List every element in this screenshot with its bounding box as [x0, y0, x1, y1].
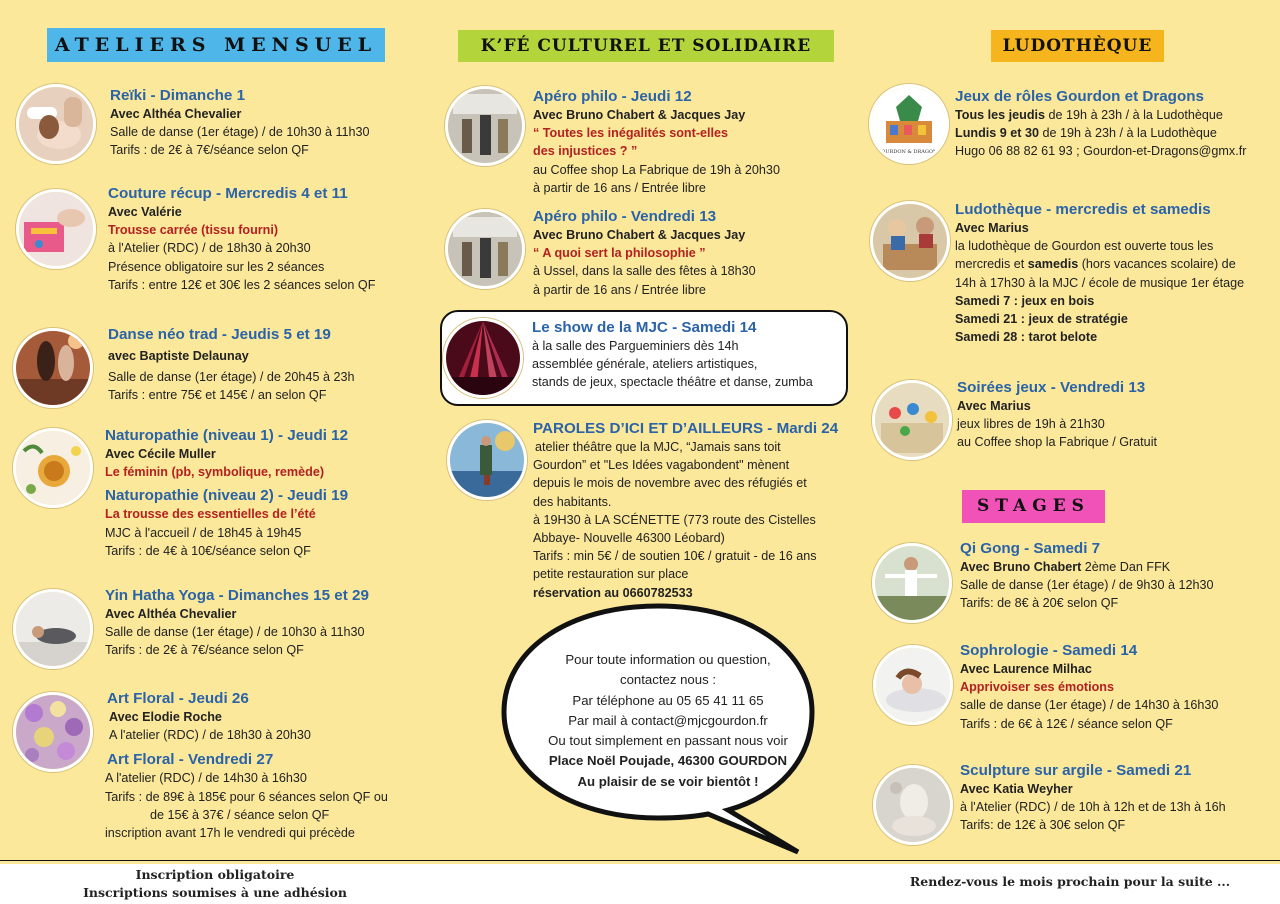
- header-ateliers: ATELIERS MENSUEL: [47, 28, 385, 62]
- sophro-instructor: Avec Laurence Milhac: [960, 662, 1092, 676]
- reiki-title: Reïki - Dimanche 1: [110, 87, 246, 104]
- contact-mail-line: [528, 711, 808, 731]
- apero1-title: Apéro philo - Jeudi 12: [533, 88, 692, 105]
- show-details1: assemblée générale, ateliers artistiques,: [532, 357, 758, 372]
- danse-title: Danse néo trad - Jeudis 5 et 19: [108, 326, 331, 343]
- qigong-instructor: Avec Bruno Chabert: [960, 560, 1082, 574]
- soirees-who: Avec Marius: [957, 399, 1031, 413]
- stage-sophrologie: [960, 641, 1218, 733]
- jdr-day1: Tous les jeudis: [955, 108, 1046, 122]
- yoga-location: Salle de danse (1er étage) / de 10h30 à 11h30: [105, 625, 365, 640]
- ludo-ludotheque: [955, 200, 1244, 346]
- kfe-apero-philo-2: [533, 207, 756, 299]
- contact-email[interactable]: contact@mjcgourdon.fr: [631, 712, 768, 728]
- ludotheque-l1: la ludothèque de Gourdon est ouverte tous les: [955, 239, 1214, 254]
- ludotheque-photo: [870, 201, 950, 281]
- jdr-title: Jeux de rôles Gourdon et Dragons: [955, 88, 1204, 105]
- naturo-instructor: Avec Cécile Muller: [105, 447, 216, 461]
- contact-phone-label: Par téléphone au: [572, 692, 677, 708]
- show-location: à la salle des Pargueminiers dès 14h: [532, 339, 739, 353]
- apero1-location: au Coffee shop La Fabrique de 19h à 20h30: [533, 162, 780, 177]
- yoga-price: Tarifs : de 2€ à 7€/séance selon QF: [105, 643, 304, 658]
- header-stages: STAGES: [962, 490, 1105, 523]
- naturo-photo: [13, 428, 93, 508]
- floral1-location: A l'atelier (RDC) / de 18h30 à 20h30: [109, 728, 311, 743]
- ludotheque-samedi7: Samedi 7 : jeux en bois: [955, 293, 1095, 308]
- sculpture-price: Tarifs: de 12€ à 30€ selon QF: [960, 818, 1126, 833]
- contact-mail-label: Par mail à: [568, 712, 632, 728]
- sculpture-location: à l'Atelier (RDC) / de 10h à 12h et de 13h à 16h: [960, 800, 1226, 815]
- jdr-schedule2: [955, 124, 1246, 142]
- sophro-subtitle: Apprivoiser ses émotions: [960, 680, 1114, 695]
- contact-phone[interactable]: 05 65 41 11 65: [676, 692, 764, 708]
- apero1-quote2: des injustices ? ”: [533, 144, 638, 159]
- naturo-price: Tarifs : de 4€ à 10€/séance selon QF: [105, 543, 311, 558]
- apero1-photo: [445, 86, 525, 166]
- couture-subtitle: Trousse carrée (tissu fourni): [108, 223, 279, 238]
- sophro-price: Tarifs : de 6€ à 12€ / séance selon QF: [960, 716, 1173, 731]
- apero2-title: Apéro philo - Vendredi 13: [533, 208, 717, 225]
- soirees-time: jeux libres de 19h à 21h30: [957, 417, 1105, 432]
- show-photo: [443, 318, 523, 398]
- soirees-jeux-photo: [872, 380, 952, 460]
- paroles-l6: Abbaye- Nouvelle 46300 Léobard): [533, 531, 725, 546]
- ludo-soirees-jeux: [957, 378, 1157, 452]
- reiki-price: Tarifs : de 2€ à 7€/séance selon QF: [110, 143, 309, 158]
- yoga-instructor: Avec Althéa Chevalier: [105, 607, 237, 621]
- floral2-location: A l'atelier (RDC) / de 14h30 à 16h30: [105, 771, 307, 786]
- apero2-quote: “ A quoi sert la philosophie ”: [533, 246, 706, 261]
- floral1-title: Art Floral - Jeudi 26: [107, 690, 249, 707]
- couture-instructor: Avec Valérie: [108, 205, 182, 219]
- apero2-location: à Ussel, dans la salle des fêtes à 18h30: [533, 264, 756, 279]
- qigong-title: Qi Gong - Samedi 7: [960, 540, 1101, 557]
- floral-price1: Tarifs : de 89€ à 185€ pour 6 séances selon QF ou: [105, 789, 388, 804]
- jdr-day2: Lundis 9 et 30: [955, 126, 1039, 141]
- ludotheque-samedi21: Samedi 21 : jeux de stratégie: [955, 312, 1128, 327]
- paroles-title: PAROLES D’ICI ET D’AILLEURS - Mardi 24: [533, 420, 839, 437]
- danse-instructor: avec Baptiste Delaunay: [108, 349, 249, 363]
- stage-sculpture: [960, 761, 1226, 835]
- yoga-title: Yin Hatha Yoga - Dimanches 15 et 29: [105, 587, 369, 604]
- floral-photo: [13, 692, 93, 772]
- sculpture-instructor: Avec Katia Weyher: [960, 782, 1073, 796]
- sophro-location: salle de danse (1er étage) / de 14h30 à 16h30: [960, 698, 1219, 713]
- qigong-grade: 2ème Dan FFK: [1081, 560, 1171, 574]
- couture-title: Couture récup - Mercredis 4 et 11: [108, 185, 348, 202]
- ludotheque-l2c: (hors vacances scolaire) de: [1078, 257, 1236, 272]
- paroles-l1: atelier théâtre que la MJC, “Jamais sans toit: [535, 440, 781, 454]
- atelier-art-floral: [105, 689, 388, 842]
- naturo-location: MJC à l'accueil / de 18h45 à 19h45: [105, 525, 302, 540]
- couture-price: Tarifs : entre 12€ et 30€ les 2 séances selon QF: [108, 277, 376, 292]
- soirees-location: au Coffee shop la Fabrique / Gratuit: [957, 435, 1157, 450]
- yoga-photo: [13, 589, 93, 669]
- apero2-info: à partir de 16 ans / Entrée libre: [533, 282, 706, 297]
- apero1-quote1: “ Toutes les inégalités sont-elles: [533, 126, 729, 141]
- apero2-instructors: Avec Bruno Chabert & Jacques Jay: [533, 228, 746, 242]
- show-title: Le show de la MJC - Samedi 14: [532, 319, 757, 336]
- qigong-who-line: [960, 558, 1213, 576]
- floral-instructor: Avec Elodie Roche: [109, 710, 222, 724]
- jdr-time1: de 19h à 23h / à la Ludothèque: [1045, 108, 1223, 122]
- header-kfe: K’FÉ CULTUREL ET SOLIDAIRE: [458, 30, 834, 62]
- reiki-photo: [16, 84, 96, 164]
- naturo2-title: Naturopathie (niveau 2) - Jeudi 19: [105, 487, 349, 505]
- reiki-instructor: Avec Althéa Chevalier: [110, 107, 242, 121]
- contact-line5: Ou tout simplement en passant nous voir: [548, 733, 788, 749]
- qigong-photo: [872, 543, 952, 623]
- atelier-reiki: [110, 86, 370, 160]
- naturo1-subtitle: Le féminin (pb, symbolique, remède): [105, 465, 325, 480]
- paroles-l5: à 19H30 à LA SCÉNETTE (773 route des Cistelles: [533, 512, 816, 527]
- jdr-contact: Hugo 06 88 82 61 93 ; Gourdon-et-Dragons@gmx.fr: [955, 144, 1247, 159]
- contact-address: Place Noël Poujade, 46300 GOURDON: [548, 753, 788, 769]
- paroles-l8: petite restauration sur place: [533, 567, 689, 582]
- ludotheque-l2: [955, 255, 1244, 273]
- ludotheque-who: Avec Marius: [955, 221, 1029, 235]
- qigong-price: Tarifs: de 8€ à 20€ selon QF: [960, 596, 1119, 611]
- sculpture-title: Sculpture sur argile - Samedi 21: [960, 762, 1192, 779]
- sophro-title: Sophrologie - Samedi 14: [960, 642, 1138, 659]
- ludotheque-samedi28: Samedi 28 : tarot belote: [955, 330, 1098, 345]
- jdr-schedule1: [955, 106, 1246, 124]
- contact-closing: Au plaisir de se voir bientôt !: [577, 773, 759, 789]
- kfe-paroles: [533, 419, 838, 602]
- ludotheque-title: Ludothèque - mercredis et samedis: [955, 201, 1211, 218]
- reiki-location: Salle de danse (1er étage) / de 10h30 à 11h30: [110, 125, 370, 140]
- danse-location: Salle de danse (1er étage) / de 20h45 à 23h: [108, 370, 355, 385]
- contact-line2: contactez nous :: [619, 672, 717, 688]
- show-details2: stands de jeux, spectacle théâtre et danse, zumba: [532, 375, 813, 390]
- paroles-l2: Gourdon” et "Les Idées vagabondent" mènent: [533, 458, 790, 473]
- ludo-jeux-de-roles: [955, 87, 1246, 161]
- couture-location: à l'Atelier (RDC) / de 18h30 à 20h30: [108, 241, 311, 256]
- floral-price2: de 15€ à 37€ / séance selon QF: [150, 807, 330, 822]
- footer-inscription: [60, 866, 370, 902]
- atelier-couture: [108, 184, 375, 294]
- soirees-title: Soirées jeux - Vendredi 13: [957, 379, 1146, 396]
- atelier-danse: [108, 325, 354, 405]
- svg-text:GOURDON & DRAGONS: GOURDON & DRAGONS: [877, 149, 941, 155]
- footer-next-month: Rendez-vous le mois prochain pour la suite ...: [909, 874, 1231, 889]
- atelier-naturopathie: [105, 426, 348, 560]
- jdr-time2: de 19h à 23h / à la Ludothèque: [1038, 126, 1217, 141]
- kfe-apero-philo-1: [533, 87, 780, 197]
- footer-inscription-2: Inscriptions soumises à une adhésion: [83, 885, 347, 900]
- paroles-l3: depuis le mois de novembre avec des réfugiés et: [533, 476, 807, 491]
- danse-photo: [13, 328, 93, 408]
- naturo2-subtitle: La trousse des essentielles de l’été: [105, 507, 316, 522]
- couture-note: Présence obligatoire sur les 2 séances: [108, 259, 325, 274]
- sculpture-photo: [873, 765, 953, 845]
- footer-divider: [0, 860, 1280, 861]
- ludotheque-l3: 14h à 17h30 à la MJC / école de musique 1er étage: [955, 275, 1245, 290]
- naturo1-title: Naturopathie (niveau 1) - Jeudi 12: [105, 427, 349, 444]
- ludotheque-l2a: mercredis et: [955, 257, 1028, 272]
- danse-price: Tarifs : entre 75€ et 145€ / an selon QF: [108, 388, 327, 403]
- header-ludotheque: LUDOTHÈQUE: [991, 30, 1164, 62]
- paroles-l7: Tarifs : min 5€ / de soutien 10€ / gratuit - de 16 ans: [533, 549, 817, 564]
- contact-line1: Pour toute information ou question,: [565, 652, 771, 667]
- couture-photo: [16, 189, 96, 269]
- apero1-instructors: Avec Bruno Chabert & Jacques Jay: [533, 108, 746, 122]
- contact-info: [528, 650, 808, 792]
- paroles-reservation: réservation au 0660782533: [533, 585, 693, 600]
- apero2-photo: [445, 209, 525, 289]
- paroles-photo: [447, 420, 527, 500]
- kfe-show-mjc: [532, 318, 813, 392]
- floral-note: inscription avant 17h le vendredi qui précède: [105, 826, 355, 841]
- qigong-location: Salle de danse (1er étage) / de 9h30 à 12h30: [960, 578, 1214, 593]
- gourdon-dragons-logo: [869, 84, 949, 164]
- apero1-info: à partir de 16 ans / Entrée libre: [533, 180, 706, 195]
- floral2-title: Art Floral - Vendredi 27: [107, 751, 274, 769]
- ludotheque-l2b: samedis: [1027, 257, 1079, 272]
- sophrologie-photo: [873, 645, 953, 725]
- paroles-l4: des habitants.: [533, 494, 612, 509]
- stage-qigong: [960, 539, 1213, 613]
- footer-inscription-1: Inscription obligatoire: [135, 867, 295, 882]
- contact-phone-line: [528, 691, 808, 711]
- atelier-yoga: [105, 586, 369, 660]
